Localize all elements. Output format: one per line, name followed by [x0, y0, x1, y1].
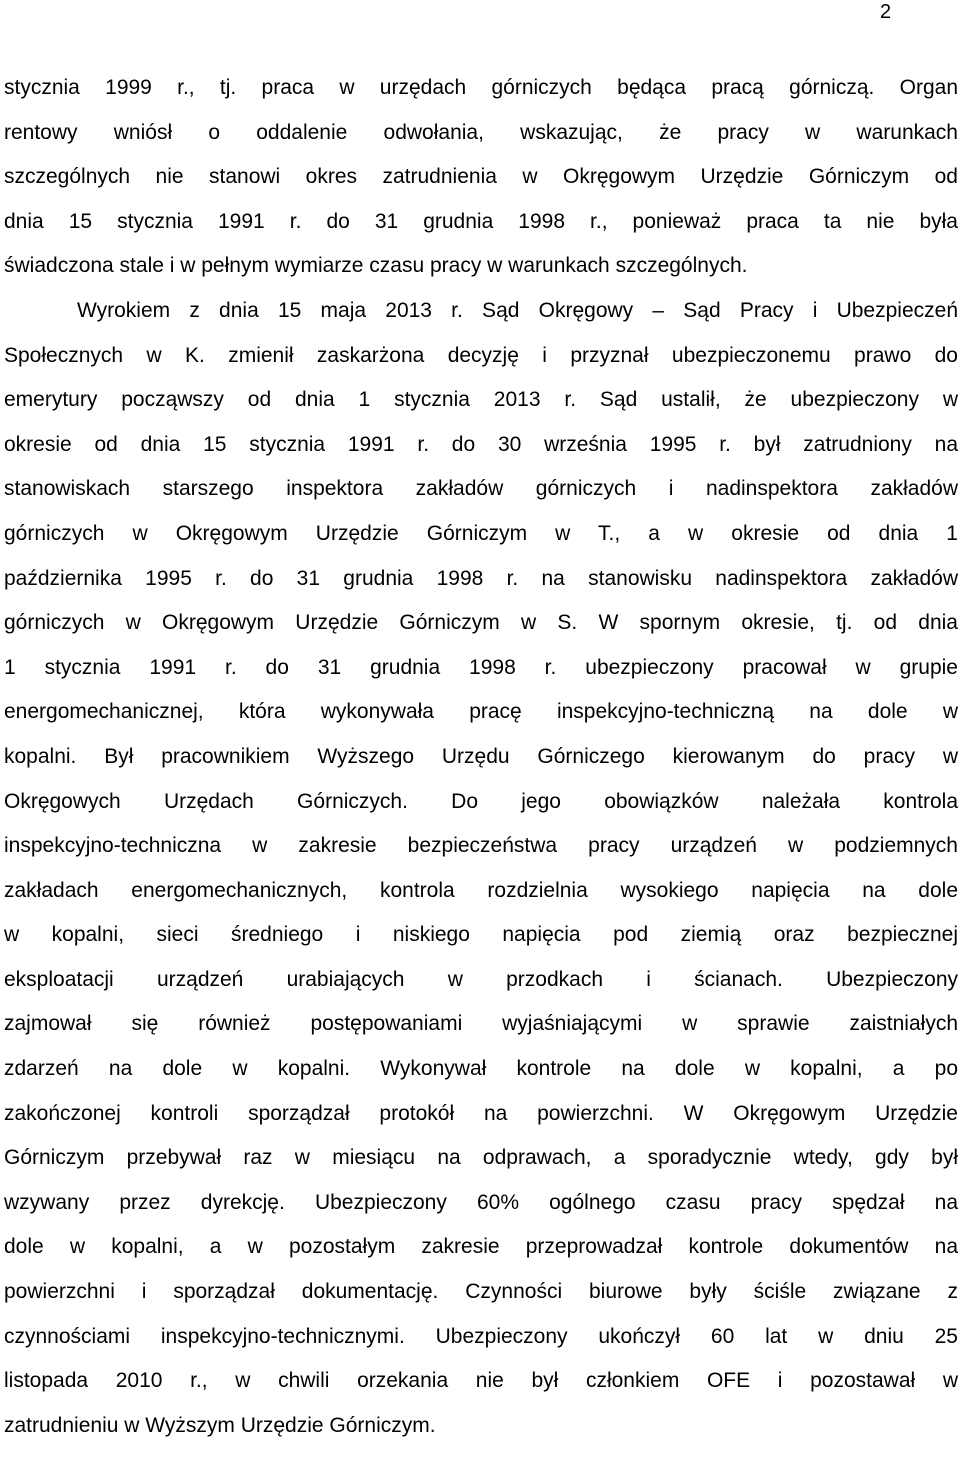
text-line: stycznia 1999 r., tj. praca w urzędach górniczych będąca pracą górniczą. Organ: [4, 76, 958, 99]
text-line: inspekcyjno-techniczna w zakresie bezpieczeństwa pracy urządzeń w podziemnych: [4, 834, 958, 858]
text-line: Okręgowych Urzędach Górniczych. Do jego obowiązków należała kontrola: [4, 789, 958, 813]
text-line: dnia 15 stycznia 1991 r. do 31 grudnia 1998 r., ponieważ praca ta nie była: [4, 209, 958, 233]
text-line: zakładach energomechanicznych, kontrola rozdzielnia wysokiego napięcia na dole: [4, 878, 958, 902]
text-line: 1 stycznia 1991 r. do 31 grudnia 1998 r. ubezpieczony pracował w grupie: [4, 655, 958, 679]
text-line: wzywany przez dyrekcję. Ubezpieczony 60% ogólnego czasu pracy spędzał na: [4, 1190, 958, 1214]
text-line: dole w kopalni, a w pozostałym zakresie przeprowadzał kontrole dokumentów na: [4, 1235, 958, 1259]
page-number: [0, 0, 960, 24]
text-line: rentowy wniósł o oddalenie odwołania, wskazując, że pracy w warunkach: [4, 120, 958, 144]
text-line: Wyrokiem z dnia 15 maja 2013 r. Sąd Okręgowy – Sąd Pracy i Ubezpieczeń: [77, 298, 958, 322]
text-line: zajmował się również postępowaniami wyjaśniającymi w sprawie zaistniałych: [4, 1012, 958, 1036]
text-line: górniczych w Okręgowym Urzędzie Górniczym w T., a w okresie od dnia 1: [4, 521, 958, 545]
page-number-text: 2: [880, 1, 892, 23]
text-line: emerytury począwszy od dnia 1 stycznia 2013 r. Sąd ustalił, że ubezpieczony w: [4, 388, 958, 412]
text-line: szczególnych nie stanowi okres zatrudnienia w Okręgowym Urzędzie Górniczym od: [4, 165, 958, 189]
text-line: kopalni. Był pracownikiem Wyższego Urzędu Górniczego kierowanym do pracy w: [4, 744, 958, 768]
text-line: okresie od dnia 15 stycznia 1991 r. do 30 września 1995 r. był zatrudniony na: [4, 432, 958, 456]
text-line: zatrudnieniu w Wyższym Urzędzie Górniczym.: [4, 1413, 436, 1437]
text-line: świadczona stale i w pełnym wymiarze czasu pracy w warunkach szczególnych.: [4, 254, 748, 278]
text-line: października 1995 r. do 31 grudnia 1998 r. na stanowisku nadinspektora zakładów: [4, 566, 958, 590]
text-line: energomechanicznej, która wykonywała pracę inspekcyjno-techniczną na dole w: [4, 700, 958, 724]
document-body: [4, 66, 958, 1448]
text-line: listopada 2010 r., w chwili orzekania nie był członkiem OFE i pozostawał w: [4, 1369, 958, 1393]
text-line: Społecznych w K. zmienił zaskarżona decyzję i przyznał ubezpieczonemu prawo do: [4, 343, 958, 367]
text-line: w kopalni, sieci średniego i niskiego napięcia pod ziemią oraz bezpiecznej: [4, 923, 958, 947]
text-line: stanowiskach starszego inspektora zakładów górniczych i nadinspektora zakładów: [4, 477, 958, 501]
text-line: górniczych w Okręgowym Urzędzie Górniczym w S. W spornym okresie, tj. od dnia: [4, 611, 958, 635]
text-line: zakończonej kontroli sporządzał protokół na powierzchni. W Okręgowym Urzędzie: [4, 1101, 958, 1125]
text-line: czynnościami inspekcyjno-technicznymi. Ubezpieczony ukończył 60 lat w dniu 25: [4, 1324, 958, 1348]
text-line: eksploatacji urządzeń urabiających w przodkach i ścianach. Ubezpieczony: [4, 967, 958, 991]
text-line: powierzchni i sporządzał dokumentację. Czynności biurowe były ściśle związane z: [4, 1280, 958, 1304]
text-line: Górniczym przebywał raz w miesiącu na odprawach, a sporadycznie wtedy, gdy był: [4, 1146, 958, 1170]
text-line: zdarzeń na dole w kopalni. Wykonywał kontrole na dole w kopalni, a po: [4, 1057, 958, 1081]
